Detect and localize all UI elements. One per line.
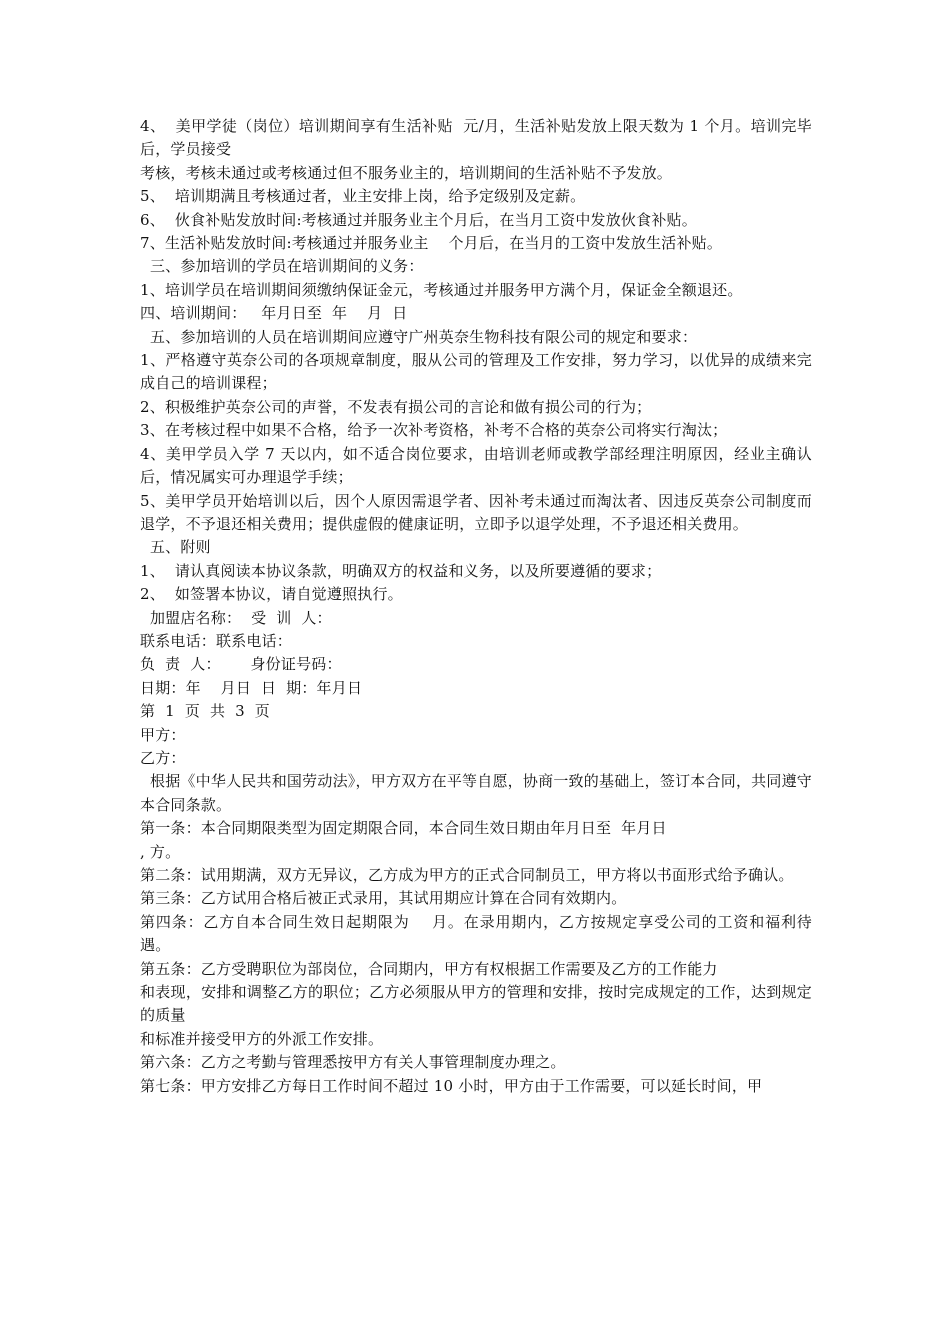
- text-line: 3、在考核过程中如果不合格，给予一次补考资格，补考不合格的英奈公司将实行淘汰；: [140, 421, 728, 440]
- text-line: 4、 美甲学徒（岗位）培训期间享有生活补贴 元/月，生活补贴发放上限天数为 1 个月。培训完毕后，学员接受: [140, 117, 812, 159]
- text-line: , 方。: [140, 842, 181, 861]
- contract-article: 第六条：乙方之考勤与管理悉按甲方有关人事管理制度办理之。: [140, 1053, 566, 1072]
- contract-article: 第一条：本合同期限类型为固定期限合同，本合同生效日期由年月日至 年月日: [140, 819, 667, 838]
- text-line: 和表现，安排和调整乙方的职位；乙方必须服从甲方的管理和安排，按时完成规定的工作，达到规定的质量: [140, 983, 812, 1025]
- text-line: 考核，考核未通过或考核通过但不服务业主的，培训期间的生活补贴不予发放。: [140, 163, 673, 182]
- section-heading: 五、参加培训的人员在培训期间应遵守广州英奈生物科技有限公司的规定和要求：: [140, 327, 698, 346]
- signature-field: 加盟店名称： 受 训 人：: [140, 608, 332, 627]
- text-line: 和标准并接受甲方的外派工作安排。: [140, 1029, 384, 1048]
- text-line: 1、培训学员在培训期间须缴纳保证金元，考核通过并服务甲方满个月，保证金全额退还。: [140, 280, 743, 299]
- signature-field: 负 责 人： 身份证号码：: [140, 655, 342, 674]
- text-line: 4、美甲学员入学 7 天以内，如不适合岗位要求，由培训老师或教学部经理注明原因，经业主确认后，情况属实可办理退学手续；: [140, 444, 812, 487]
- text-line: 7、生活补贴发放时间:考核通过并服务业主 个月后，在当月的工资中发放生活补贴。: [140, 234, 723, 253]
- text-line: 5、 培训期满且考核通过者，业主安排上岗，给予定级别及定薪。: [140, 187, 586, 206]
- section-heading: 三、参加培训的学员在培训期间的义务：: [140, 257, 424, 276]
- document-body: [140, 115, 812, 1098]
- page-number: 第 1 页 共 3 页: [140, 702, 270, 721]
- party-b-label: 乙方：: [140, 748, 186, 767]
- contract-article: 第七条：甲方安排乙方每日工作时间不超过 10 小时，甲方由于工作需要，可以延长时间，甲: [140, 1076, 763, 1095]
- contract-article: 第五条：乙方受聘职位为部岗位，合同期内，甲方有权根据工作需要及乙方的工作能力: [140, 959, 718, 978]
- section-heading: 五、附则: [140, 538, 211, 557]
- text-line: 5、美甲学员开始培训以后，因个人原因需退学者、因补考未通过而淘汰者、因违反英奈公司制度而退学，不予退还相关费用；提供虚假的健康证明，立即予以退学处理，不予退还相关费用。: [140, 491, 812, 533]
- text-line: 根据《中华人民共和国劳动法》，甲方双方在平等自愿，协商一致的基础上，签订本合同，共同遵守本合同条款。: [140, 772, 813, 814]
- party-a-label: 甲方：: [140, 725, 186, 744]
- signature-field: 日期：年 月日 日 期：年月日: [140, 678, 363, 697]
- section-heading: 四、培训期间： 年月日至 年 月 日: [140, 304, 408, 323]
- text-line: 1、严格遵守英奈公司的各项规章制度，服从公司的管理及工作安排，努力学习，以优异的成绩来完成自己的培训课程；: [140, 351, 812, 393]
- signature-field: 联系电话：联系电话：: [140, 631, 293, 650]
- contract-article: 第二条：试用期满，双方无异议，乙方成为甲方的正式合同制员工，甲方将以书面形式给予确认。: [140, 866, 794, 884]
- text-line: 1、 请认真阅读本协议条款，明确双方的权益和义务，以及所要遵循的要求；: [140, 561, 662, 580]
- contract-article: 第三条：乙方试用合格后被正式录用，其试用期应计算在合同有效期内。: [140, 889, 627, 908]
- text-line: 2、 如签署本协议，请自觉遵照执行。: [140, 585, 403, 604]
- text-line: 2、积极维护英奈公司的声誉，不发表有损公司的言论和做有损公司的行为；: [140, 397, 652, 416]
- contract-article: 第四条：乙方自本合同生效日起期限为 月。在录用期内，乙方按规定享受公司的工资和福利待遇。: [140, 912, 812, 955]
- text-line: 6、 伙食补贴发放时间:考核通过并服务业主个月后，在当月工资中发放伙食补贴。: [140, 210, 697, 229]
